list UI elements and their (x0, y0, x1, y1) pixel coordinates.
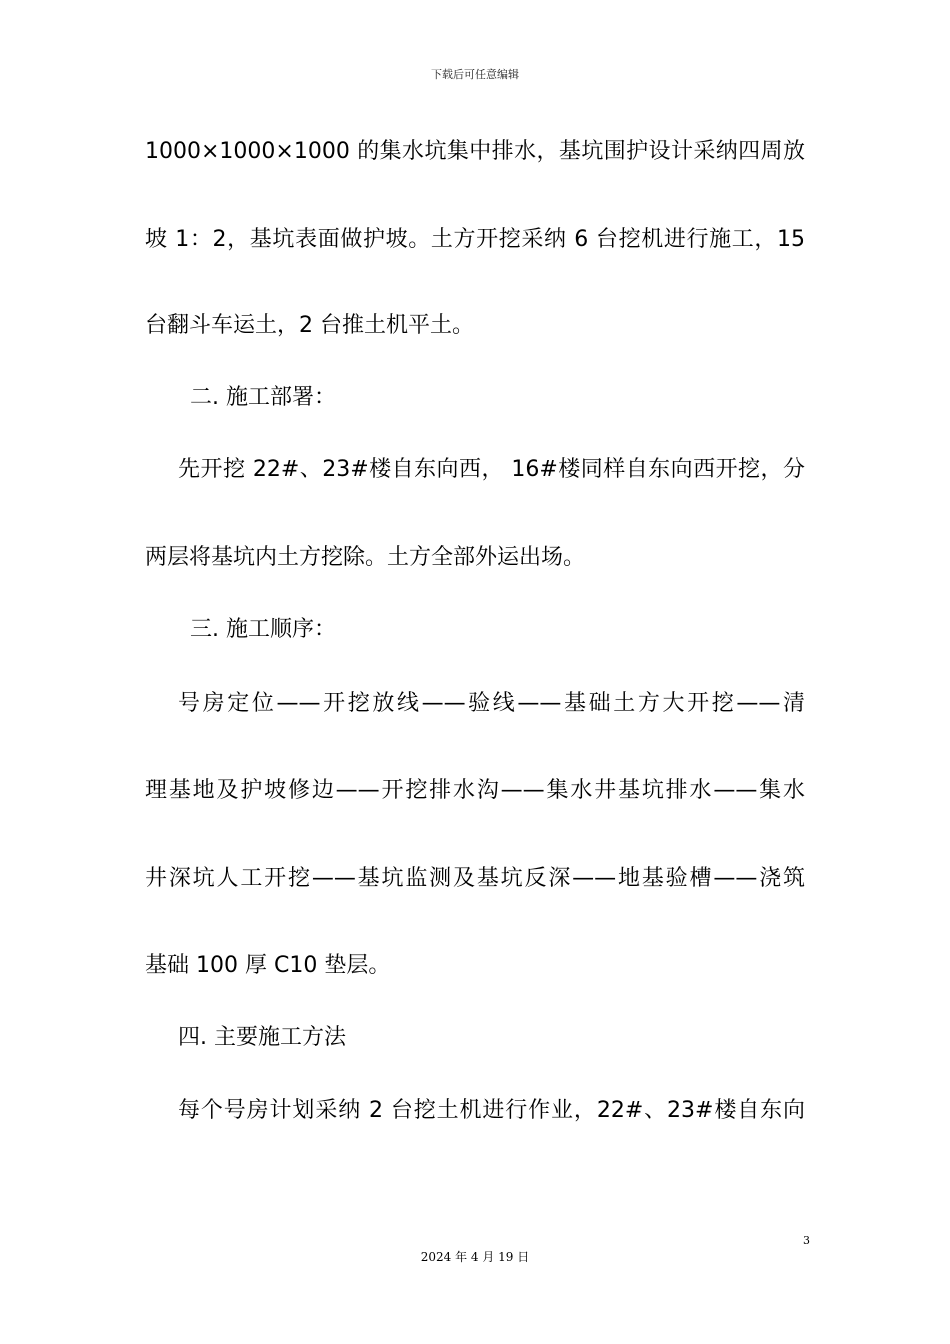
paragraph-line: 每个号房计划采纳 2 台挖土机进行作业，22#、23#楼自东向 (178, 1098, 805, 1123)
paragraph-line: 先开挖 22#、23#楼自东向西， 16#楼同样自东向西开挖，分 (178, 457, 805, 482)
paragraph-line: 理基地及护坡修边——开挖排水沟——集水井基坑排水——集水 (145, 778, 805, 803)
section-heading: 四. 主要施工方法 (178, 1025, 346, 1050)
section-heading: 二. 施工部署： (190, 385, 336, 410)
paragraph-line: 号房定位——开挖放线——验线——基础土方大开挖——清 (178, 691, 805, 716)
page-header: 下载后可任意编辑 (431, 68, 519, 81)
paragraph-line: 基础 100 厚 C10 垫层。 (145, 953, 391, 978)
paragraph-line: 1000×1000×1000 的集水坑集中排水，基坑围护设计采纳四周放 (145, 139, 805, 164)
paragraph-line: 坡 1：2，基坑表面做护坡。土方开挖采纳 6 台挖机进行施工，15 (145, 227, 805, 252)
paragraph-line: 两层将基坑内土方挖除。土方全部外运出场。 (145, 545, 586, 570)
paragraph-line: 台翻斗车运土，2 台推土机平土。 (145, 313, 474, 338)
section-heading: 三. 施工顺序： (190, 617, 336, 642)
paragraph-line: 井深坑人工开挖——基坑监测及基坑反深——地基验槽——浇筑 (145, 866, 805, 891)
page-number: 3 (803, 1234, 810, 1247)
footer-date: 2024 年 4 月 19 日 (420, 1250, 530, 1264)
